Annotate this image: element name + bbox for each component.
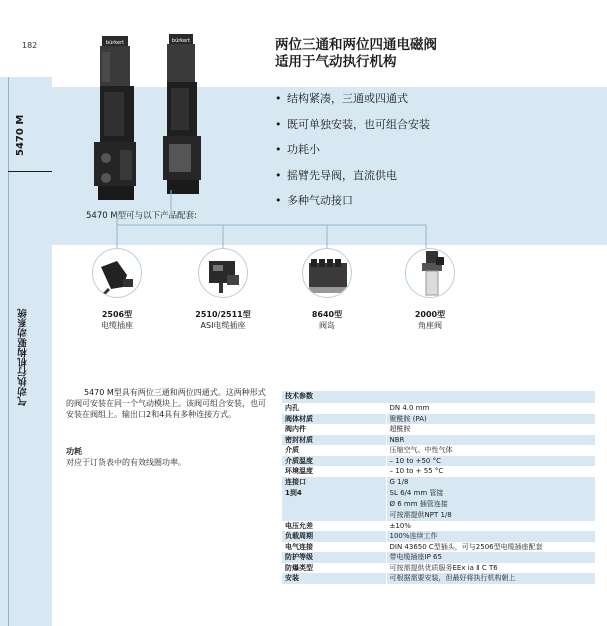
title-line: 两位三通和两位四通电磁阀 [275, 37, 437, 53]
spec-key-line: 连接口 [285, 477, 306, 486]
compatibility-text: 5470 M型可与以下产品配套: [86, 211, 198, 221]
spec-row [282, 403, 595, 414]
series-name: 气动执行机构驱动系统 [18, 308, 29, 407]
product-description: 电缆插座 [101, 321, 133, 330]
spec-header: 技术参数 [282, 391, 595, 403]
spec-value: NBR [386, 435, 595, 446]
spec-value: 超酰胺 [386, 424, 595, 435]
spec-value: 100%连续工作 [386, 531, 595, 542]
product-label [77, 309, 157, 331]
spec-key: 安装 [282, 573, 386, 584]
feature-text: 摇臂先导阀，直流供电 [287, 168, 397, 182]
power-heading: 功耗 [66, 447, 82, 456]
product-circle [302, 248, 352, 298]
bullet: • [275, 117, 282, 131]
bullet: • [275, 194, 282, 207]
title-line: 适用于气动执行机构 [275, 54, 397, 70]
spec-key: 密封材质 [282, 435, 386, 446]
bullet: • [275, 168, 282, 182]
product-description: 角座阀 [418, 321, 442, 330]
spec-row [282, 521, 595, 532]
spec-key: 阀体材质 [282, 414, 386, 425]
spec-value: 聚酰胺 (PA) [386, 414, 595, 425]
valve-brand-label: bürkert [171, 38, 191, 44]
product-label [183, 309, 263, 331]
spec-key: 防护等级 [282, 552, 386, 563]
spec-row [282, 466, 595, 477]
spec-row [282, 456, 595, 467]
spec-row [282, 414, 595, 425]
angle-seat-valve-icon [406, 249, 455, 298]
product-code: 5470 M [15, 114, 26, 156]
spec-row [282, 531, 595, 542]
product-circle [405, 248, 455, 298]
spec-value: – 10 to + 55 °C [386, 466, 595, 477]
product-description: ASI电缆插座 [200, 321, 246, 330]
intro-paragraph [66, 387, 269, 420]
spec-key-line: 1到4 [285, 488, 302, 497]
feature-text: 既可单独安装，也可组合安装 [287, 117, 430, 131]
product-label [287, 309, 367, 331]
product-model: 8640型 [311, 310, 343, 319]
spec-row [282, 563, 595, 574]
spec-key: 介质温度 [282, 456, 386, 467]
spec-value: 可按需提供优质服务EEx ia Ⅱ C T6 [386, 563, 595, 574]
spec-key: 负载周期 [282, 531, 386, 542]
spec-value: ±10% [386, 521, 595, 532]
valve-island-icon [303, 249, 352, 298]
product-circle [92, 248, 142, 298]
spec-value: DIN 43650 C型插头，可与2506型电缆插座配套 [386, 542, 595, 553]
spec-value: 压缩空气、中性气体 [386, 445, 595, 456]
spec-row [282, 445, 595, 456]
spec-row [282, 573, 595, 584]
spec-key: 环境温度 [282, 466, 386, 477]
feature-text: 多种气动接口 [287, 194, 353, 207]
spec-value [386, 477, 595, 521]
spec-key [282, 477, 386, 521]
spec-value: 可根据需要安装，但最好将执行机构朝上 [386, 573, 595, 584]
cable-plug-icon [93, 249, 142, 298]
spec-key: 内孔 [282, 403, 386, 414]
spec-row [282, 435, 595, 446]
valve-brand-label: bürkert [105, 40, 125, 46]
spec-value-line: 可按需提供NPT 1/8 [389, 510, 452, 519]
spec-key: 介质 [282, 445, 386, 456]
spec-header-row [282, 391, 595, 403]
power-text: 对应于订货表中的有效线圈功率。 [66, 458, 186, 467]
spec-value-line: G 1/8 [389, 477, 409, 486]
spec-value-line: Ø 6 mm 插管连接 [389, 499, 448, 508]
intro-text: 5470 M型具有两位三通和两位四通式。这两种形式的阀可安装在同一个气动模块上。该阀可组合安装，也可安装在阀组上。输出口2和4具有多种连接方式。 [66, 388, 266, 419]
bullet: • [275, 92, 282, 105]
product-label [390, 309, 470, 331]
page-number: 182 [22, 41, 38, 50]
spec-key: 电压允差 [282, 521, 386, 532]
product-model: 2510/2511型 [195, 310, 251, 319]
spec-row [282, 424, 595, 435]
asi-plug-icon [199, 249, 248, 298]
product-description: 阀岛 [319, 321, 335, 330]
feature-text: 功耗小 [287, 143, 320, 156]
product-model: 2506型 [101, 310, 133, 319]
spec-table [282, 391, 595, 584]
spec-value: DN 4.0 mm [386, 403, 595, 414]
spec-row [282, 552, 595, 563]
product-circle [198, 248, 248, 298]
spec-value-line: SL 6/4 mm 管接 [389, 488, 444, 497]
spec-row [282, 542, 595, 553]
spec-row [282, 477, 595, 521]
spec-key: 防爆类型 [282, 563, 386, 574]
spec-value: – 10 to +50 °C [386, 456, 595, 467]
connector-line [117, 212, 426, 248]
spec-value: 带电缆插座IP 65 [386, 552, 595, 563]
spec-key: 阀内件 [282, 424, 386, 435]
product-model: 2000型 [414, 310, 446, 319]
feature-text: 结构紧凑，三通或四通式 [287, 92, 408, 105]
spec-key: 电气连接 [282, 542, 386, 553]
bullet: • [275, 143, 282, 156]
